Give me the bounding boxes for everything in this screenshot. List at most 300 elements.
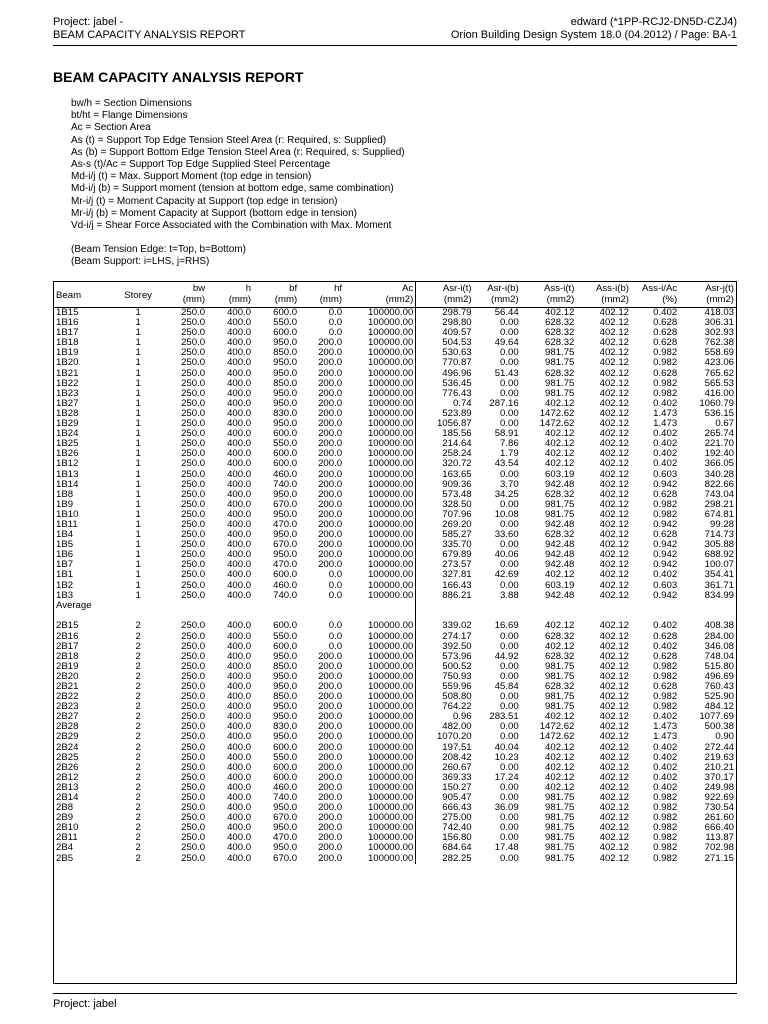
table-cell: 0.402	[653, 752, 678, 763]
table-cell: 600.0	[273, 449, 298, 460]
table-row	[54, 601, 736, 611]
table-cell: 981.75	[545, 388, 575, 399]
table-cell: 714.73	[704, 530, 734, 541]
legend-line: bt/ht = Flange Dimensions	[71, 110, 188, 122]
table-cell: 536.45	[416, 379, 474, 389]
table-cell: 200.0	[318, 388, 343, 399]
table-cell: 850.0	[273, 692, 298, 703]
column-header	[679, 282, 736, 308]
table-cell: 402.12	[545, 570, 575, 581]
column-header-name: Ass-i(b)	[595, 283, 629, 294]
table-cell: 402.12	[599, 469, 629, 480]
table-cell: 100000.00	[367, 358, 414, 369]
table-cell: 100000.00	[367, 449, 414, 460]
table-cell: 250.0	[181, 661, 206, 672]
table-cell: 0.00	[500, 661, 519, 672]
table-cell: 1	[135, 368, 141, 379]
table-cell: 250.0	[181, 692, 206, 703]
table-cell: 585.27	[416, 530, 474, 540]
table-cell: 192.40	[704, 449, 734, 460]
table-cell: 950.0	[273, 671, 298, 682]
table-cell: 200.0	[318, 368, 343, 379]
table-cell: 402.12	[545, 782, 575, 793]
table-cell: 400.0	[227, 823, 252, 834]
table-cell: 409.57	[416, 328, 474, 338]
table-cell	[631, 611, 679, 622]
table-cell: 402.12	[599, 823, 629, 834]
table-cell: 400.0	[227, 843, 252, 854]
table-cell: 628.32	[545, 489, 575, 500]
table-cell: 298.80	[416, 318, 474, 328]
table-row	[54, 833, 736, 843]
table-cell: 942.48	[545, 519, 575, 530]
table-cell: 43.54	[494, 459, 519, 470]
table-cell: 402.12	[599, 429, 629, 440]
table-cell: 1B13	[56, 469, 79, 480]
table-cell: 260.67	[416, 763, 474, 773]
table-cell: 34.25	[494, 489, 519, 500]
legend-line: bw/h = Section Dimensions	[71, 98, 192, 109]
legend-line: Mr-i/j (b) = Moment Capacity at Support (bottom edge in tension)	[71, 207, 357, 219]
table-cell: 200.0	[318, 338, 343, 349]
table-cell: 100000.00	[367, 368, 414, 379]
table-cell: 628.32	[545, 338, 575, 349]
table-row	[54, 530, 736, 540]
table-cell: 250.0	[181, 752, 206, 763]
table-cell: 250.0	[181, 338, 206, 349]
column-header-unit: (mm)	[319, 294, 343, 305]
table-row	[54, 480, 736, 490]
table-cell: 1	[135, 530, 141, 541]
table-row	[54, 318, 736, 328]
table-cell: 7.86	[500, 439, 519, 450]
table-cell: 600.0	[273, 429, 298, 440]
table-row	[54, 308, 736, 319]
table-cell: 100000.00	[367, 378, 414, 389]
table-cell: 1472.62	[539, 732, 575, 743]
table-cell: 1	[135, 398, 141, 409]
table-cell: 981.75	[545, 661, 575, 672]
table-cell: 250.0	[181, 590, 206, 601]
table-row	[54, 379, 736, 389]
table-cell	[118, 611, 160, 622]
table-cell: 200.0	[318, 419, 343, 430]
table-cell: 250.0	[181, 813, 206, 824]
table-cell: 0.00	[500, 519, 519, 530]
table-cell: 0.942	[653, 560, 678, 571]
table-cell: 550.0	[273, 752, 298, 763]
table-cell: 0.0	[328, 580, 343, 591]
table-cell: 981.75	[545, 853, 575, 864]
table-cell: 886.21	[416, 591, 474, 601]
table-cell: 950.0	[273, 530, 298, 541]
table-cell: 743.04	[704, 489, 734, 500]
table-cell: 284.00	[704, 631, 734, 642]
table-cell: 100000.00	[367, 328, 414, 339]
table-cell: 0.603	[653, 580, 678, 591]
table-cell: 0.00	[500, 328, 519, 339]
table-cell: 392.50	[416, 642, 474, 652]
table-row	[54, 783, 736, 793]
table-cell: 600.0	[273, 742, 298, 753]
table-cell: 400.0	[227, 782, 252, 793]
table-cell: 0.982	[653, 833, 678, 844]
table-cell: 2	[135, 813, 141, 824]
table-row	[54, 632, 736, 642]
table-cell: 100000.00	[367, 459, 414, 470]
table-cell	[416, 611, 474, 622]
table-cell: 950.0	[273, 419, 298, 430]
table-cell: 950.0	[273, 843, 298, 854]
table-cell: 400.0	[227, 833, 252, 844]
table-cell: 58.91	[494, 429, 519, 440]
table-cell: 559.96	[416, 682, 474, 692]
table-cell: 100000.00	[367, 641, 414, 652]
table-cell: 0.0	[328, 570, 343, 581]
table-cell: 981.75	[545, 348, 575, 359]
table-cell: 2B11	[56, 833, 78, 844]
table-cell: 850.0	[273, 661, 298, 672]
table-cell: 402.12	[599, 479, 629, 490]
table-cell: 1472.62	[539, 408, 575, 419]
table-row	[54, 621, 736, 631]
table-cell: 2B16	[56, 631, 79, 642]
table-cell: 942.48	[545, 550, 575, 561]
table-cell: 684.64	[416, 843, 474, 853]
table-cell: 402.12	[599, 459, 629, 470]
table-cell: 2B12	[56, 772, 79, 783]
table-cell: 470.0	[273, 833, 298, 844]
table-row	[54, 722, 736, 732]
table-cell: 400.0	[227, 378, 252, 389]
table-cell: 460.0	[273, 782, 298, 793]
table-cell: 33.60	[494, 530, 519, 541]
table-cell: 2B24	[56, 742, 79, 753]
table-cell: 402.12	[545, 459, 575, 470]
table-cell: 282.25	[416, 854, 474, 864]
legend-line: Mr-i/j (t) = Moment Capacity at Support (top edge in tension)	[71, 195, 338, 207]
table-cell: 402.12	[599, 590, 629, 601]
table-cell: 273.57	[416, 560, 474, 570]
table-cell: 1B28	[56, 408, 79, 419]
table-cell: 0.982	[653, 793, 678, 803]
table-cell: 400.0	[227, 813, 252, 824]
table-cell: 0.00	[500, 469, 519, 480]
table-cell: 2	[135, 631, 141, 642]
table-cell: 402.12	[599, 762, 629, 773]
table-row	[54, 389, 736, 399]
table-row	[54, 581, 736, 591]
table-row	[54, 348, 736, 358]
table-row	[54, 338, 736, 348]
column-header	[576, 282, 631, 308]
table-cell: 402.12	[599, 651, 629, 662]
table-cell: 0.402	[653, 439, 678, 450]
table-cell: 1	[135, 388, 141, 399]
table-cell: 0.00	[500, 782, 519, 793]
table-cell: 402.12	[545, 621, 575, 632]
table-cell: 740.0	[273, 479, 298, 490]
table-cell: 470.0	[273, 560, 298, 571]
table-cell: 400.0	[227, 388, 252, 399]
table-cell: 536.15	[704, 408, 734, 419]
table-cell: 670.0	[273, 499, 298, 510]
column-header	[344, 282, 416, 308]
table-cell: 0.00	[500, 540, 519, 551]
table-cell: 0.00	[500, 388, 519, 399]
table-cell: 200.0	[318, 509, 343, 520]
column-header-name: Asr-i(t)	[442, 283, 472, 294]
table-cell: 250.0	[181, 722, 206, 733]
table-cell: 2	[135, 661, 141, 672]
table-cell: 981.75	[545, 823, 575, 834]
table-cell: 0.942	[653, 519, 678, 530]
table-cell: 400.0	[227, 793, 252, 803]
table-cell: 0.00	[500, 408, 519, 419]
table-cell: 100000.00	[367, 419, 414, 430]
table-row	[54, 662, 736, 672]
table-cell: 287.16	[489, 398, 519, 409]
table-cell: 402.12	[599, 732, 629, 743]
table-cell: 402.12	[599, 560, 629, 571]
table-cell: 402.12	[599, 378, 629, 389]
table-row	[54, 409, 736, 419]
table-cell: 2B23	[56, 702, 79, 713]
table-row	[54, 672, 736, 682]
table-cell: 402.12	[545, 742, 575, 753]
table-cell: 402.12	[545, 398, 575, 409]
table-cell: 339.02	[416, 621, 474, 631]
table-cell: 100000.00	[367, 519, 414, 530]
table-cell: 200.0	[318, 732, 343, 743]
table-cell: 250.0	[181, 439, 206, 450]
table-cell: 950.0	[273, 732, 298, 743]
table-cell: 981.75	[545, 833, 575, 844]
table-cell: 200.0	[318, 479, 343, 490]
table-cell: 200.0	[318, 469, 343, 480]
table-row	[54, 490, 736, 500]
table-cell	[576, 611, 631, 622]
table-cell: 402.12	[599, 772, 629, 783]
table-cell: 298.79	[416, 308, 474, 319]
table-cell: 250.0	[181, 499, 206, 510]
table-cell: 400.0	[227, 419, 252, 430]
table-cell	[474, 611, 521, 622]
table-cell: 250.0	[181, 368, 206, 379]
table-cell: 100000.00	[367, 782, 414, 793]
table-cell: 3.70	[500, 479, 519, 490]
table-cell: 0.0	[328, 318, 343, 329]
column-header	[631, 282, 679, 308]
table-cell: 402.12	[599, 338, 629, 349]
table-cell: 402.12	[599, 641, 629, 652]
table-cell: 1	[135, 307, 141, 318]
table-cell: 271.15	[704, 853, 734, 864]
table-cell: 830.0	[273, 722, 298, 733]
table-cell: 400.0	[227, 469, 252, 480]
table-cell: 100000.00	[367, 479, 414, 490]
table-cell: 2B4	[56, 843, 74, 854]
table-cell: 496.96	[416, 369, 474, 379]
table-cell: 0.402	[653, 712, 678, 723]
table-cell: 400.0	[227, 631, 252, 642]
table-cell: 2B5	[56, 853, 74, 864]
table-cell: 1	[135, 570, 141, 581]
table-cell	[54, 611, 118, 622]
table-row	[54, 429, 736, 439]
table-cell: Average	[56, 600, 92, 611]
table-cell: 2B21	[56, 681, 79, 692]
table-cell: 0.942	[653, 590, 678, 601]
table-cell: 400.0	[227, 772, 252, 783]
table-cell: 1056.87	[416, 419, 474, 429]
table-cell: 10.23	[494, 752, 519, 763]
table-cell: 765.62	[704, 368, 734, 379]
table-cell: 100000.00	[367, 671, 414, 682]
table-row	[54, 642, 736, 652]
table-cell: 981.75	[545, 378, 575, 389]
table-cell: 0.0	[328, 328, 343, 339]
table-cell: 100000.00	[367, 429, 414, 440]
table-cell: 1B20	[56, 358, 79, 369]
project-label: Project: jabel -	[53, 16, 124, 28]
table-cell: 16.69	[494, 621, 519, 632]
table-cell: 402.12	[599, 813, 629, 824]
table-cell: 250.0	[181, 732, 206, 743]
table-cell: 515.80	[704, 661, 734, 672]
table-cell: 250.0	[181, 449, 206, 460]
column-header-unit: (mm2)	[546, 294, 575, 305]
table-cell: 1B29	[56, 419, 79, 430]
table-cell: 1B18	[56, 338, 79, 349]
table-cell: 1B26	[56, 449, 79, 460]
table-cell: 100000.00	[367, 398, 414, 409]
table-cell: 628.32	[545, 530, 575, 541]
legend-line: Ac = Section Area	[71, 122, 151, 134]
table-cell: 250.0	[181, 853, 206, 864]
table-cell: 40.06	[494, 550, 519, 561]
table-cell: 0.982	[653, 803, 678, 814]
table-cell: 100000.00	[367, 772, 414, 783]
table-cell: 981.75	[545, 509, 575, 520]
table-cell: 346.08	[704, 641, 734, 652]
table-cell: 666.40	[704, 823, 734, 834]
table-cell: 100000.00	[367, 692, 414, 703]
table-cell: 402.12	[545, 307, 575, 318]
page-header-right	[451, 16, 737, 42]
table-cell: 200.0	[318, 530, 343, 541]
table-cell: 400.0	[227, 338, 252, 349]
table-cell: 1	[135, 479, 141, 490]
table-cell: 250.0	[181, 509, 206, 520]
table-cell: 0.402	[653, 621, 678, 632]
table-cell: 0.00	[500, 823, 519, 834]
table-cell: 369.33	[416, 773, 474, 783]
table-cell: 603.19	[545, 469, 575, 480]
table-cell: 0.402	[653, 641, 678, 652]
table-cell: 250.0	[181, 318, 206, 329]
table-cell: 400.0	[227, 307, 252, 318]
report-label: BEAM CAPACITY ANALYSIS REPORT	[53, 29, 246, 41]
table-cell: 17.48	[494, 843, 519, 854]
table-cell: 402.12	[599, 580, 629, 591]
table-cell: 402.12	[599, 722, 629, 733]
table-cell: 366.05	[704, 459, 734, 470]
table-cell: 200.0	[318, 772, 343, 783]
table-cell: 0.0	[328, 590, 343, 601]
table-cell: 400.0	[227, 368, 252, 379]
table-cell: 950.0	[273, 388, 298, 399]
table-cell: 470.0	[273, 519, 298, 530]
table-cell: 400.0	[227, 499, 252, 510]
table-cell: 200.0	[318, 752, 343, 763]
table-cell: 402.12	[599, 550, 629, 561]
table-cell	[299, 611, 344, 622]
table-row	[54, 732, 736, 742]
table-cell	[576, 601, 631, 611]
table-cell: 250.0	[181, 479, 206, 490]
column-header-name: Beam	[56, 289, 82, 301]
table-cell: 500.38	[704, 722, 734, 733]
table-cell	[207, 601, 253, 611]
table-row	[54, 843, 736, 853]
table-row	[54, 773, 736, 783]
table-cell	[118, 601, 160, 611]
table-cell: 1.473	[653, 722, 678, 733]
table-cell: 402.12	[599, 793, 629, 803]
table-cell: 402.12	[599, 621, 629, 632]
table-cell: 250.0	[181, 782, 206, 793]
table-cell: 221.70	[704, 439, 734, 450]
table-cell: 249.98	[704, 782, 734, 793]
table-cell: 200.0	[318, 439, 343, 450]
table-cell: 402.12	[599, 540, 629, 551]
table-row	[54, 328, 736, 338]
table-cell: 200.0	[318, 671, 343, 682]
table-cell: 1B3	[56, 590, 74, 601]
table-cell: 250.0	[181, 580, 206, 591]
table-cell: 200.0	[318, 702, 343, 713]
table-cell: 770.87	[416, 358, 474, 368]
table-cell: 1	[135, 499, 141, 510]
table-cell: 200.0	[318, 833, 343, 844]
table-cell: 402.12	[599, 328, 629, 339]
table-cell: 250.0	[181, 803, 206, 814]
table-cell: 1B1	[56, 570, 74, 581]
table-cell: 670.0	[273, 853, 298, 864]
table-cell: 250.0	[181, 358, 206, 369]
table-cell: 0.74	[416, 399, 474, 409]
system-label: Orion Building Design System 18.0 (04.2012) / Page: BA-1	[450, 29, 737, 41]
table-cell: 100000.00	[367, 813, 414, 824]
table-cell: 100000.00	[367, 540, 414, 551]
legend-line: As (b) = Support Bottom Edge Tension Steel Area (r: Required, s: Supplied)	[71, 146, 405, 158]
table-cell: 402.12	[599, 419, 629, 430]
table-cell: 40.04	[494, 742, 519, 753]
table-cell: 185.56	[416, 429, 474, 439]
table-cell: 402.12	[599, 489, 629, 500]
table-cell: 666.43	[416, 803, 474, 813]
table-cell: 573.48	[416, 490, 474, 500]
table-cell: 197.51	[416, 743, 474, 753]
table-cell: 100000.00	[367, 681, 414, 692]
table-cell: 402.12	[545, 712, 575, 723]
table-cell: 250.0	[181, 388, 206, 399]
table-cell: 402.12	[545, 449, 575, 460]
column-header	[54, 282, 118, 308]
table-cell: 100000.00	[367, 742, 414, 753]
table-cell: 950.0	[273, 550, 298, 561]
